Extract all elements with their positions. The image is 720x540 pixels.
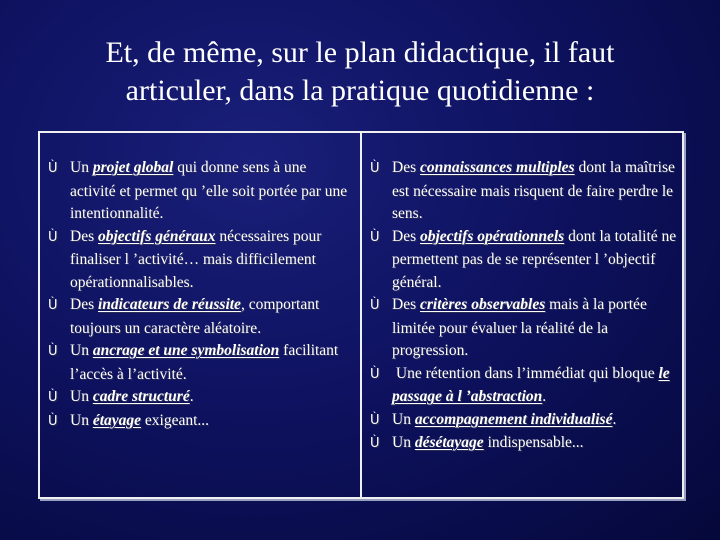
emphasis-text: projet global <box>92 159 174 176</box>
emphasis-text: indicateurs de réussite <box>97 296 241 313</box>
bullet-icon: Ù <box>48 413 58 429</box>
comparison-table <box>38 131 684 499</box>
list-item: Ù Une rétention dans l’immédiat qui bloque le passage à l ’abstraction. <box>370 364 670 405</box>
column-divider <box>360 133 362 497</box>
bullet-icon: Ù <box>370 412 380 428</box>
list-item: Ù Des objectifs généraux nécessaires pour finaliser l ’activité… mais difficilement opérationnalisables. <box>48 227 322 291</box>
bullet-icon: Ù <box>370 436 380 451</box>
list-item: Ù Un accompagnement individualisé. <box>370 409 680 433</box>
title-line-1: Et, de même, sur le plan didactique, il faut <box>105 36 615 69</box>
bullet-icon: Ù <box>370 366 380 382</box>
bullet-icon: Ù <box>48 390 58 405</box>
list-item: Ù Des critères observables mais à la portée limitée pour évaluer la réalité de la progression. <box>370 296 647 359</box>
emphasis-text: cadre structuré <box>92 388 190 405</box>
list-item: Ù Un désétayage indispensable... <box>370 432 680 456</box>
bullet-icon: Ù <box>370 161 380 176</box>
emphasis-text: accompagnement individualisé <box>414 410 613 428</box>
left-column <box>48 157 350 433</box>
emphasis-text: désétayage <box>414 434 484 451</box>
list-item: Ù Un cadre structuré. <box>48 386 350 410</box>
bullet-icon: Ù <box>48 161 58 176</box>
emphasis-text: connaissances multiples <box>419 159 575 176</box>
slide-title <box>20 34 700 110</box>
emphasis-text: critères observables <box>419 296 546 313</box>
bullet-icon: Ù <box>370 229 380 245</box>
emphasis-text: le passage à l ’abstraction <box>392 364 670 405</box>
bullet-icon: Ù <box>48 229 58 245</box>
bullet-icon: Ù <box>48 298 58 313</box>
bullet-icon: Ù <box>48 344 58 359</box>
emphasis-text: objectifs opérationnels <box>419 227 565 245</box>
list-item: Ù Un ancrage et une symbolisation facilitant l’accès à l’activité. <box>48 342 339 383</box>
right-column <box>370 157 680 456</box>
list-item: Ù Un projet global qui donne sens à une activité et permet qu ’elle soit portée par une intentionnalité. <box>48 159 348 222</box>
emphasis-text: objectifs généraux <box>97 227 216 245</box>
emphasis-text: étayage <box>92 411 142 429</box>
list-item: Ù Un étayage exigeant... <box>48 410 350 434</box>
list-item: Ù Des objectifs opérationnels dont la totalité ne permettent pas de se représenter l ’objectif général. <box>370 227 677 291</box>
bullet-icon: Ù <box>370 298 380 313</box>
title-line-2: articuler, dans la pratique quotidienne : <box>125 74 595 107</box>
list-item: Ù Des connaissances multiples dont la maîtrise est nécessaire mais risquent de faire perdre le sens. <box>370 159 675 222</box>
emphasis-text: ancrage et une symbolisation <box>92 342 280 359</box>
list-item: Ù Des indicateurs de réussite, comportant toujours un caractère aléatoire. <box>48 296 320 337</box>
